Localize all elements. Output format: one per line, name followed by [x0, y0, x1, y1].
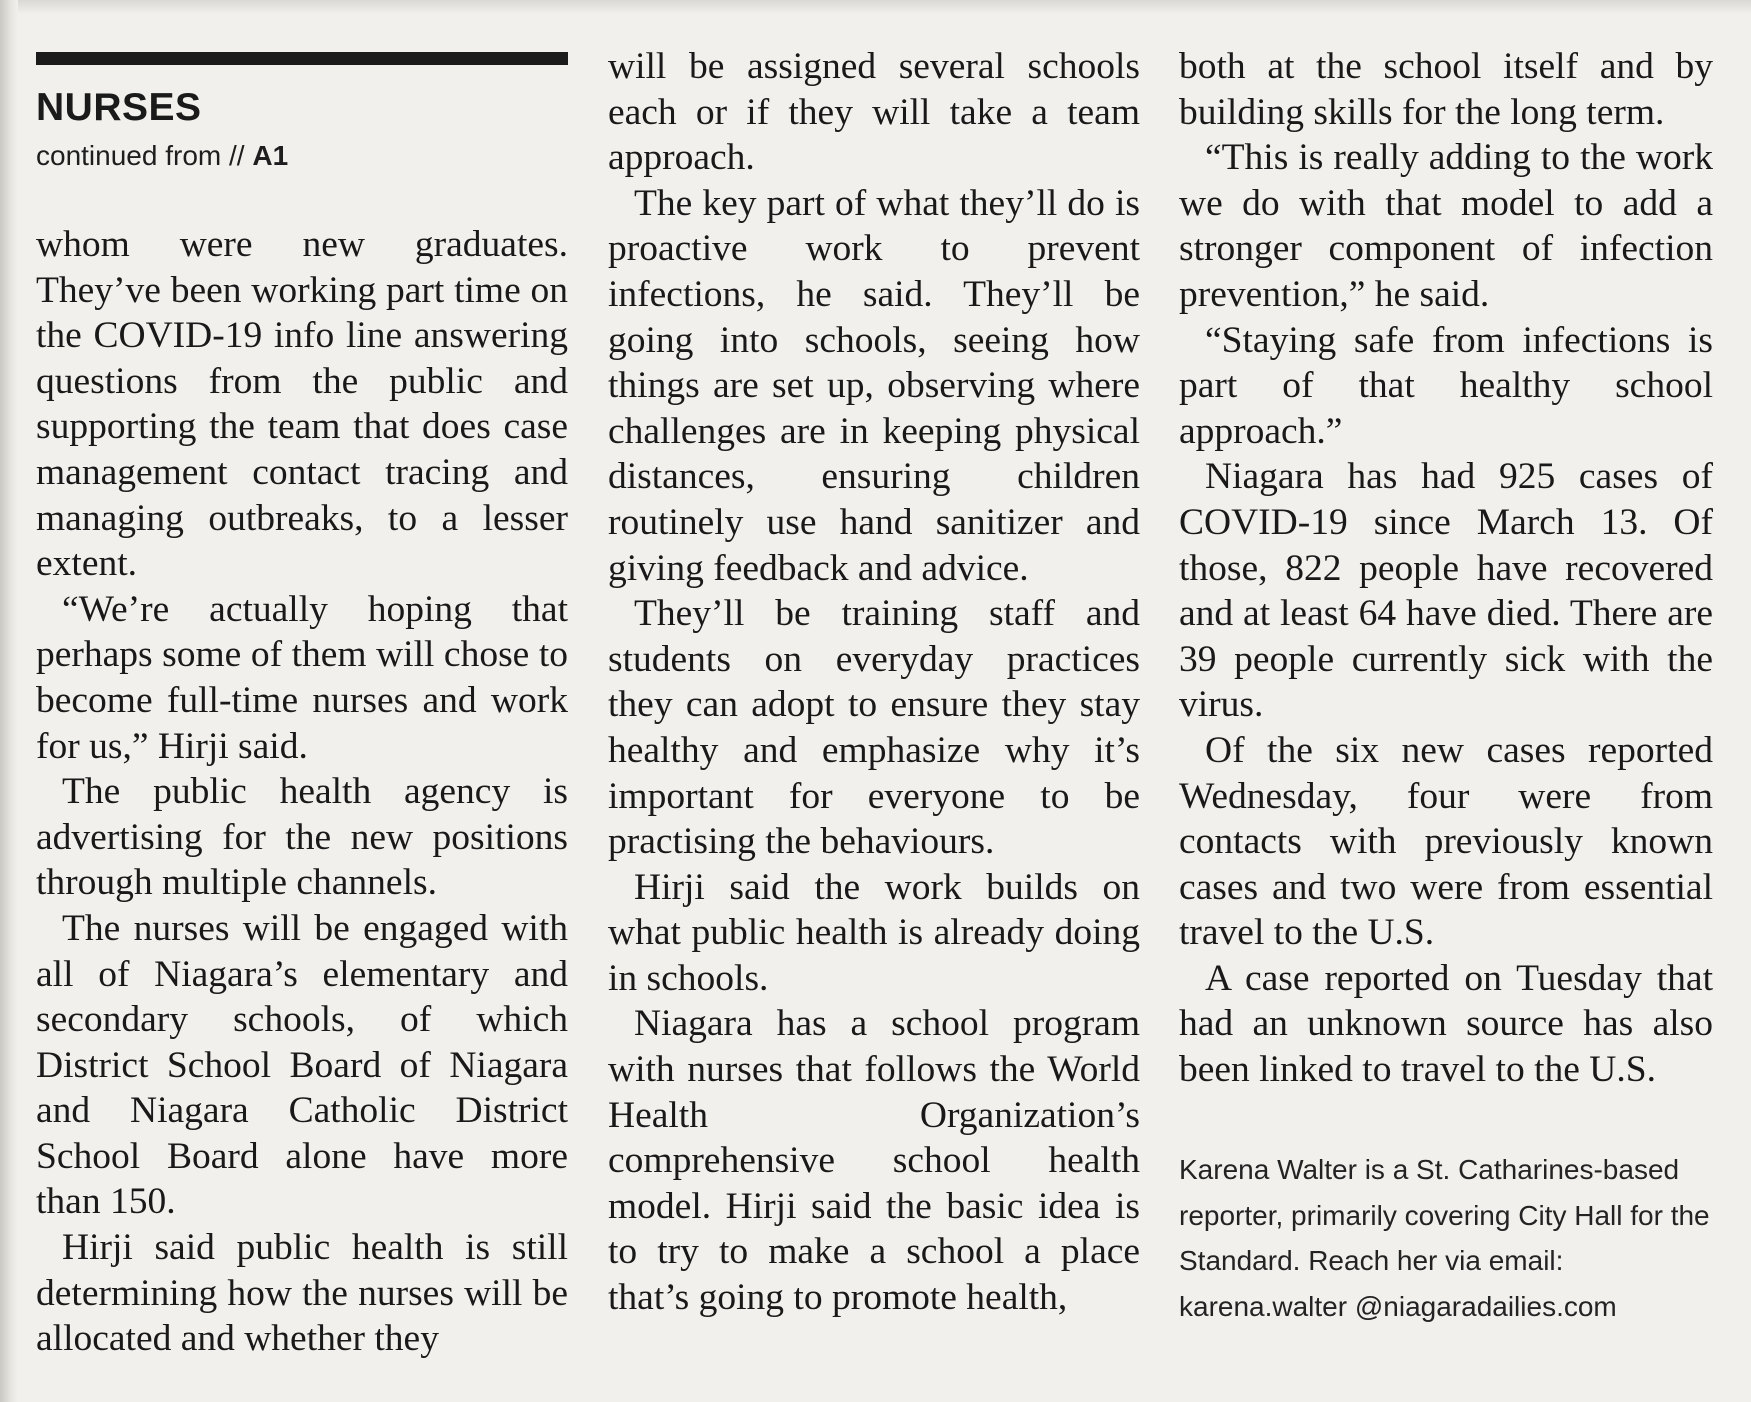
- page-top-shadow: [0, 0, 1751, 14]
- headline-rule: [36, 52, 568, 65]
- column-3-body: [1179, 44, 1713, 1093]
- paragraph: The public health agency is advertising for the new positions through multiple channels.: [36, 771, 568, 904]
- author-tagline: Karena Walter is a St. Catharines-based reporter, primarily covering City Hall for the Standard. Reach her via email: karena.walter @niagaradailies.com: [1179, 1154, 1710, 1322]
- paragraph: whom were new graduates. They’ve been working part time on the COVID-19 info line answering questions from the public and supporting the team that does case management contact tracing and managing outbreaks, to a lesser extent.: [36, 224, 568, 585]
- article-headline: NURSES: [36, 86, 202, 129]
- paragraph: They’ll be training staff and students on everyday practices they can adopt to ensure they stay healthy and emphasize why it’s important for everyone to be practising the behaviours.: [608, 593, 1140, 863]
- page-left-shadow: [0, 0, 18, 1402]
- paragraph: Hirji said the work builds on what public health is already doing in schools.: [608, 866, 1140, 999]
- jump-prefix: continued from //: [36, 140, 245, 171]
- jump-page-ref: A1: [252, 140, 289, 171]
- paragraph: Niagara has had 925 cases of COVID-19 since March 13. Of those, 822 people have recovered and at least 64 have died. There are 39 people currently sick with the virus.: [1179, 456, 1713, 726]
- paragraph: The nurses will be engaged with all of Niagara’s elementary and secondary schools, of which District School Board of Niagara and Niagara Catholic District School Board alone have more than 150.: [36, 907, 568, 1223]
- paragraph: will be assigned several schools each or if they will take a team approach.: [608, 46, 1140, 179]
- paragraph: Niagara has a school program with nurses that follows the World Health Organization’s comprehensive school health model. Hirji said the basic idea is to try to make a school a place that’s going to promote health,: [608, 1003, 1140, 1319]
- paragraph: A case reported on Tuesday that had an unknown source has also been linked to travel to the U.S.: [1179, 957, 1713, 1091]
- column-1-body: [36, 222, 568, 1362]
- paragraph: Of the six new cases reported Wednesday, four were from contacts with previously known cases and two were from essential travel to the U.S.: [1179, 729, 1713, 954]
- paragraph: Hirji said public health is still determining how the nurses will be allocated and whether they: [36, 1227, 568, 1360]
- paragraph: “We’re actually hoping that perhaps some of them will chose to become full-time nurses and work for us,” Hirji said.: [36, 588, 568, 767]
- paragraph: The key part of what they’ll do is proactive work to prevent infections, he said. They’ll be going into schools, seeing how things are set up, observing where challenges are in keeping physical distances, ensuring children routinely use hand sanitizer and giving feedback and advice.: [608, 182, 1140, 589]
- paragraph: both at the school itself and by building skills for the long term.: [1179, 46, 1713, 133]
- paragraph: “This is really adding to the work we do with that model to add a stronger component of infection prevention,” he said.: [1179, 137, 1713, 315]
- paragraph: “Staying safe from infections is part of that healthy school approach.”: [1179, 319, 1713, 452]
- column-2-body: [608, 44, 1140, 1321]
- jump-line: [36, 140, 288, 172]
